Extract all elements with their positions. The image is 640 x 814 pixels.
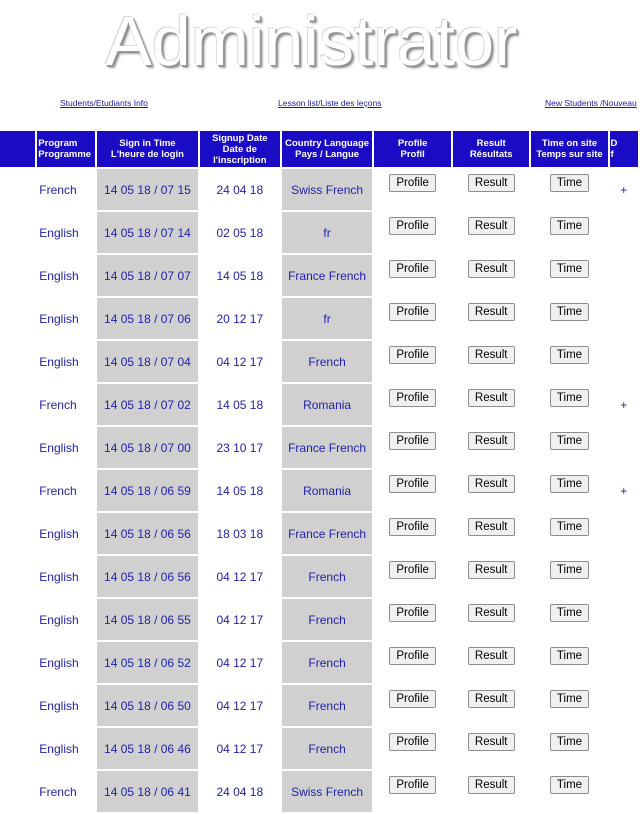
result-cell — [453, 642, 530, 683]
time-cell — [531, 427, 607, 468]
table-header-row — [0, 131, 638, 167]
profile-cell — [374, 556, 451, 597]
country-language-cell: French — [282, 642, 373, 683]
header-signup-line-2: Date de — [222, 143, 257, 155]
program-cell: English — [37, 685, 95, 726]
header-last-line-2: f — [610, 149, 614, 160]
signin-time-cell: 14 05 18 / 06 41 — [97, 771, 198, 812]
time-cell — [531, 298, 607, 339]
table-row — [0, 255, 638, 296]
header-country-line-2: Pays / Langue — [295, 149, 360, 160]
header-last-line-1: D — [610, 138, 618, 149]
new-students-link[interactable]: New Students /Nouveau — [545, 98, 637, 108]
result-button[interactable]: Result — [468, 733, 515, 751]
header-signin-time — [97, 131, 198, 167]
result-cell — [453, 212, 530, 253]
profile-button[interactable]: Profile — [389, 647, 436, 665]
result-cell — [453, 513, 530, 554]
last-column-cell — [610, 556, 639, 597]
profile-button[interactable]: Profile — [389, 475, 436, 493]
time-button[interactable]: Time — [550, 518, 589, 536]
row-spacer — [0, 384, 35, 425]
country-language-cell: Swiss French — [282, 169, 373, 210]
table-row — [0, 642, 638, 683]
last-column-cell — [610, 427, 639, 468]
signin-time-cell: 14 05 18 / 07 07 — [97, 255, 198, 296]
program-cell: English — [37, 728, 95, 769]
country-language-cell: French — [282, 685, 373, 726]
table-row — [0, 384, 638, 425]
table-row — [0, 341, 638, 382]
profile-button[interactable]: Profile — [389, 733, 436, 751]
time-button[interactable]: Time — [550, 389, 589, 407]
students-table-container — [0, 131, 640, 799]
row-spacer — [0, 341, 35, 382]
profile-cell — [374, 341, 451, 382]
program-cell: French — [37, 384, 95, 425]
program-cell: English — [37, 513, 95, 554]
signin-time-cell: 14 05 18 / 06 56 — [97, 556, 198, 597]
signup-date-cell: 18 03 18 — [216, 526, 264, 541]
profile-cell — [374, 212, 451, 253]
signup-date-cell: 14 05 18 — [216, 397, 264, 412]
table-row — [0, 728, 638, 769]
last-column-value: + — [620, 397, 628, 412]
header-result-line-2: Résultats — [469, 149, 513, 160]
header-signup-line-1: Signup Date — [212, 132, 268, 144]
result-button[interactable]: Result — [468, 346, 515, 364]
header-signin-line-2: L'heure de login — [110, 149, 184, 160]
row-spacer — [0, 685, 35, 726]
result-button[interactable]: Result — [468, 260, 515, 278]
profile-cell — [374, 298, 451, 339]
profile-cell — [374, 427, 451, 468]
row-spacer — [0, 599, 35, 640]
time-cell — [531, 685, 607, 726]
result-button[interactable]: Result — [468, 174, 515, 192]
time-cell — [531, 212, 607, 253]
table-row — [0, 470, 638, 511]
last-column-cell — [610, 728, 639, 769]
time-button[interactable]: Time — [550, 647, 589, 665]
header-program — [37, 131, 95, 167]
result-button[interactable]: Result — [468, 604, 515, 622]
signin-time-cell: 14 05 18 / 06 46 — [97, 728, 198, 769]
country-language-cell: Romania — [282, 384, 373, 425]
profile-button[interactable]: Profile — [389, 260, 436, 278]
row-spacer — [0, 470, 35, 511]
country-language-cell: fr — [282, 298, 373, 339]
result-cell — [453, 771, 530, 812]
result-cell — [453, 427, 530, 468]
program-cell: English — [37, 341, 95, 382]
lesson-list-link[interactable]: Lesson list/Liste des leçons — [278, 98, 382, 108]
row-spacer — [0, 427, 35, 468]
last-column-cell — [610, 642, 639, 683]
time-cell — [531, 599, 607, 640]
result-cell — [453, 556, 530, 597]
profile-button[interactable]: Profile — [389, 174, 436, 192]
last-column-cell — [610, 470, 639, 511]
time-button[interactable]: Time — [550, 303, 589, 321]
time-cell — [531, 771, 607, 812]
header-signup-date — [200, 131, 280, 167]
time-button[interactable]: Time — [550, 260, 589, 278]
table-row — [0, 169, 638, 210]
time-button[interactable]: Time — [550, 475, 589, 493]
time-cell — [531, 513, 607, 554]
last-column-cell — [610, 685, 639, 726]
header-program-line-2: Programme — [38, 149, 92, 160]
result-button[interactable]: Result — [468, 475, 515, 493]
table-row — [0, 513, 638, 554]
time-cell — [531, 341, 607, 382]
result-button[interactable]: Result — [468, 776, 515, 794]
signin-time-cell: 14 05 18 / 06 50 — [97, 685, 198, 726]
last-column-cell — [610, 513, 639, 554]
profile-button[interactable]: Profile — [389, 432, 436, 450]
result-cell — [453, 470, 530, 511]
last-column-cell — [610, 255, 639, 296]
time-cell — [531, 169, 607, 210]
last-column-cell — [610, 212, 639, 253]
signup-date-cell: 24 04 18 — [216, 784, 264, 799]
program-cell: English — [37, 298, 95, 339]
time-cell — [531, 642, 607, 683]
result-button[interactable]: Result — [468, 518, 515, 536]
result-button[interactable]: Result — [468, 690, 515, 708]
last-column-value: + — [620, 182, 628, 197]
signup-date-cell: 04 12 17 — [216, 354, 264, 369]
result-cell — [453, 599, 530, 640]
program-cell: English — [37, 599, 95, 640]
result-cell — [453, 298, 530, 339]
result-cell — [453, 255, 530, 296]
signup-date-cell: 04 12 17 — [216, 655, 264, 670]
profile-cell — [374, 599, 451, 640]
profile-button[interactable]: Profile — [389, 389, 436, 407]
table-row — [0, 685, 638, 726]
country-language-cell: fr — [282, 212, 373, 253]
signin-time-cell: 14 05 18 / 07 14 — [97, 212, 198, 253]
last-column-cell — [610, 771, 639, 812]
row-spacer — [0, 212, 35, 253]
profile-cell — [374, 255, 451, 296]
country-language-cell: French — [282, 556, 373, 597]
signin-time-cell: 14 05 18 / 07 02 — [97, 384, 198, 425]
table-row — [0, 298, 638, 339]
signin-time-cell: 14 05 18 / 07 06 — [97, 298, 198, 339]
program-cell: French — [37, 169, 95, 210]
signup-date-cell: 04 12 17 — [216, 741, 264, 756]
students-info-link[interactable]: Students/Etudiants Info — [60, 98, 148, 108]
table-row — [0, 599, 638, 640]
program-cell: English — [37, 255, 95, 296]
profile-cell — [374, 470, 451, 511]
result-button[interactable]: Result — [468, 303, 515, 321]
profile-cell — [374, 642, 451, 683]
table-row — [0, 771, 638, 812]
profile-cell — [374, 685, 451, 726]
signin-time-cell: 14 05 18 / 07 00 — [97, 427, 198, 468]
program-cell: English — [37, 556, 95, 597]
profile-button[interactable]: Profile — [389, 217, 436, 235]
country-language-cell: French — [282, 599, 373, 640]
header-country-language — [282, 131, 373, 167]
result-cell — [453, 341, 530, 382]
profile-button[interactable]: Profile — [389, 346, 436, 364]
header-last-column — [610, 131, 639, 167]
country-language-cell: France French — [282, 427, 373, 468]
row-spacer — [0, 556, 35, 597]
signup-date-cell: 20 12 17 — [216, 311, 264, 326]
signin-time-cell: 14 05 18 / 06 56 — [97, 513, 198, 554]
signin-time-cell: 14 05 18 / 06 55 — [97, 599, 198, 640]
profile-button[interactable]: Profile — [389, 776, 436, 794]
row-spacer — [0, 728, 35, 769]
profile-button[interactable]: Profile — [389, 604, 436, 622]
signup-date-cell: 04 12 17 — [216, 612, 264, 627]
header-spacer — [0, 131, 35, 167]
header-time-on-site — [531, 131, 607, 167]
result-cell — [453, 728, 530, 769]
header-result-line-1: Result — [476, 138, 506, 149]
header-signin-line-1: Sign in Time — [119, 138, 176, 149]
row-spacer — [0, 771, 35, 812]
header-country-line-1: Country Language — [285, 138, 370, 149]
signin-time-cell: 14 05 18 / 06 52 — [97, 642, 198, 683]
header-program-line-1: Program — [38, 138, 78, 149]
table-row — [0, 556, 638, 597]
signup-date-cell: 14 05 18 — [216, 268, 264, 283]
country-language-cell: French — [282, 341, 373, 382]
header-profile-line-1: Profile — [397, 138, 428, 149]
row-spacer — [0, 255, 35, 296]
table-row — [0, 427, 638, 468]
profile-cell — [374, 384, 451, 425]
last-column-cell — [610, 341, 639, 382]
header-result — [453, 131, 530, 167]
country-language-cell: France French — [282, 255, 373, 296]
profile-cell — [374, 771, 451, 812]
table-row — [0, 212, 638, 253]
result-button[interactable]: Result — [468, 217, 515, 235]
country-language-cell: Swiss French — [282, 771, 373, 812]
last-column-value: + — [620, 483, 628, 498]
signup-date-cell: 04 12 17 — [216, 698, 264, 713]
time-button[interactable]: Time — [550, 776, 589, 794]
time-button[interactable]: Time — [550, 733, 589, 751]
program-cell: French — [37, 470, 95, 511]
signup-date-cell: 24 04 18 — [216, 182, 264, 197]
signin-time-cell: 14 05 18 / 06 59 — [97, 470, 198, 511]
header-profile-line-2: Profil — [400, 149, 425, 160]
header-profile — [374, 131, 451, 167]
header-signup-line-3: l'inscription — [213, 154, 267, 166]
time-cell — [531, 384, 607, 425]
time-button[interactable]: Time — [550, 561, 589, 579]
last-column-cell — [610, 599, 639, 640]
header-time-line-1: Time on site — [541, 138, 598, 149]
result-cell — [453, 685, 530, 726]
last-column-cell — [610, 384, 639, 425]
result-button[interactable]: Result — [468, 432, 515, 450]
program-cell: French — [37, 771, 95, 812]
header-time-line-2: Temps sur site — [536, 149, 603, 160]
profile-cell — [374, 513, 451, 554]
profile-button[interactable]: Profile — [389, 518, 436, 536]
result-button[interactable]: Result — [468, 647, 515, 665]
row-spacer — [0, 169, 35, 210]
last-column-cell — [610, 298, 639, 339]
time-cell — [531, 255, 607, 296]
signin-time-cell: 14 05 18 / 07 04 — [97, 341, 198, 382]
students-table — [0, 129, 640, 814]
profile-button[interactable]: Profile — [389, 561, 436, 579]
time-button[interactable]: Time — [550, 604, 589, 622]
profile-button[interactable]: Profile — [389, 303, 436, 321]
signup-date-cell: 23 10 17 — [216, 440, 264, 455]
time-cell — [531, 556, 607, 597]
row-spacer — [0, 513, 35, 554]
signin-time-cell: 14 05 18 / 07 15 — [97, 169, 198, 210]
profile-cell — [374, 728, 451, 769]
program-cell: English — [37, 212, 95, 253]
time-button[interactable]: Time — [550, 174, 589, 192]
country-language-cell: French — [282, 728, 373, 769]
result-button[interactable]: Result — [468, 389, 515, 407]
time-cell — [531, 728, 607, 769]
result-button[interactable]: Result — [468, 561, 515, 579]
profile-cell — [374, 169, 451, 210]
signup-date-cell: 14 05 18 — [216, 483, 264, 498]
time-button[interactable]: Time — [550, 217, 589, 235]
signup-date-cell: 02 05 18 — [216, 225, 264, 240]
time-cell — [531, 470, 607, 511]
last-column-cell — [610, 169, 639, 210]
time-button[interactable]: Time — [550, 432, 589, 450]
result-cell — [453, 169, 530, 210]
country-language-cell: France French — [282, 513, 373, 554]
program-cell: English — [37, 427, 95, 468]
time-button[interactable]: Time — [550, 690, 589, 708]
country-language-cell: Romania — [282, 470, 373, 511]
profile-button[interactable]: Profile — [389, 690, 436, 708]
signup-date-cell: 04 12 17 — [216, 569, 264, 584]
time-button[interactable]: Time — [550, 346, 589, 364]
program-cell: English — [37, 642, 95, 683]
row-spacer — [0, 298, 35, 339]
row-spacer — [0, 642, 35, 683]
result-cell — [453, 384, 530, 425]
administrator-banner: Administrator — [105, 2, 518, 80]
